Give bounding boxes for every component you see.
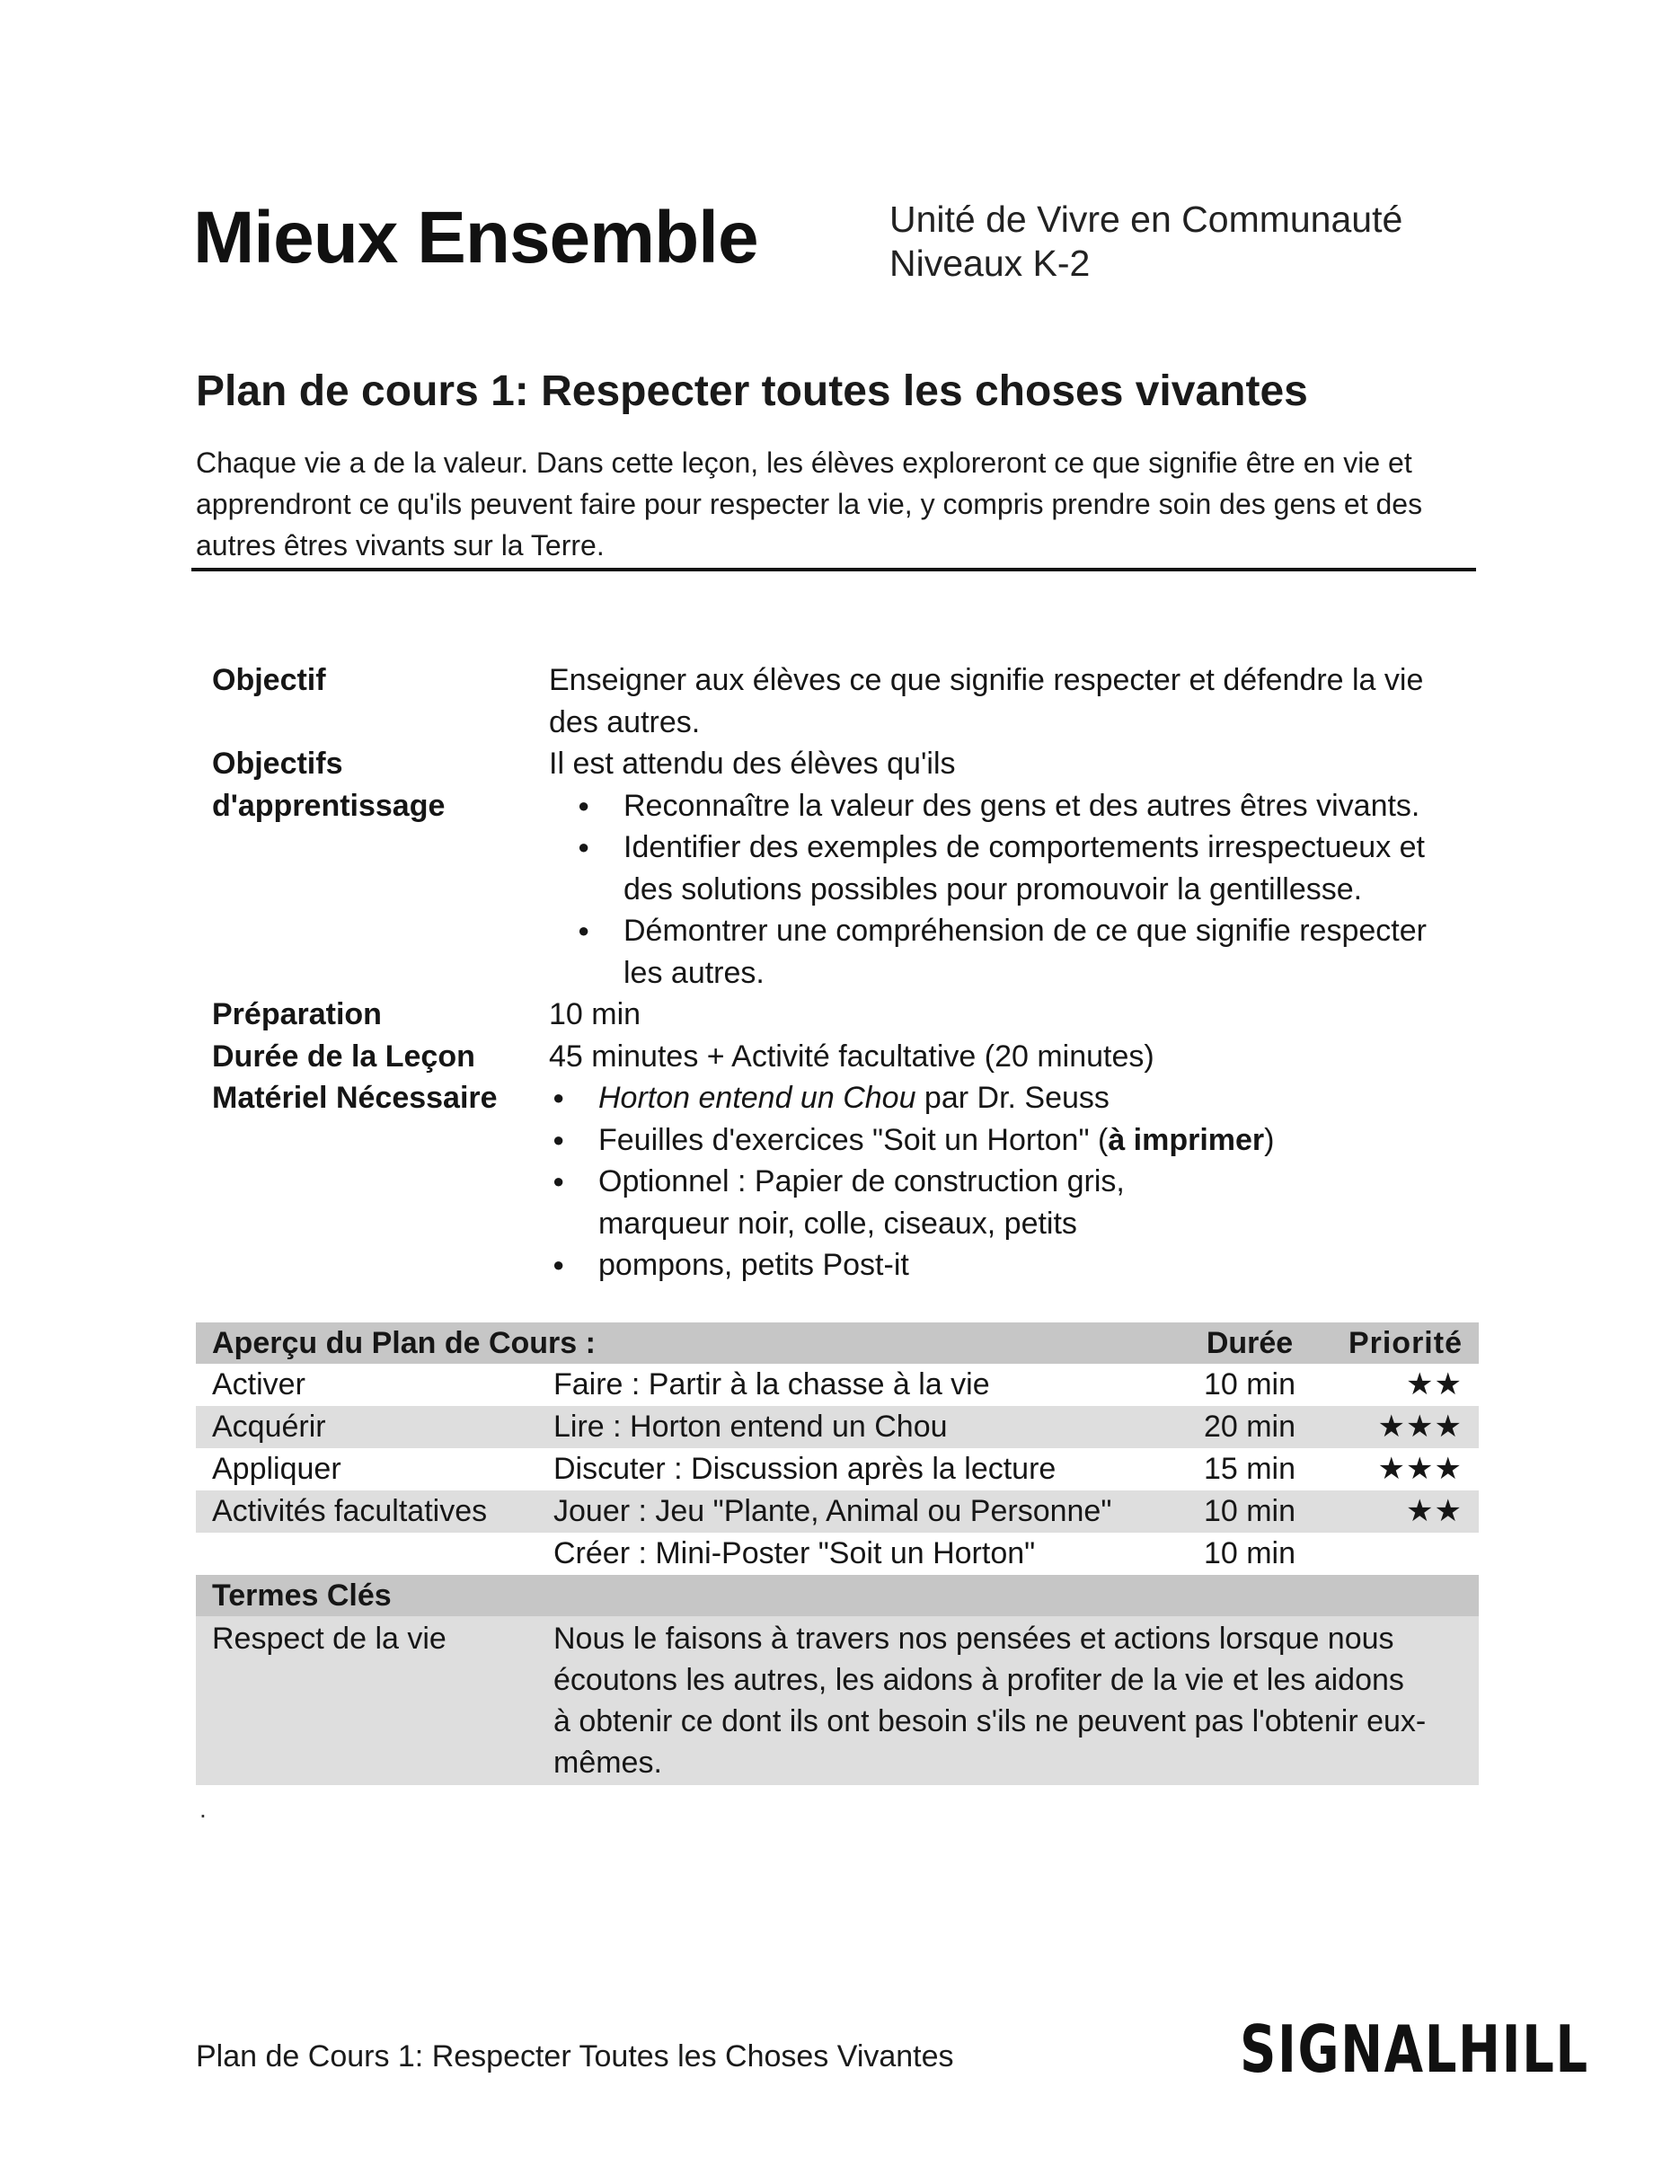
- objective-row: [212, 659, 1452, 743]
- lesson-intro: Chaque vie a de la valeur. Dans cette leçon, les élèves exploreront ce que signifie être en vie et apprendront ce qu'ils peuvent faire pour respecter la vie, y compris prendre soin des gens et des autres êtres vivants sur la Terre.: [196, 447, 1423, 561]
- list-item: ● Identifier des exemples de comportements irrespectueux et des solutions possibles pour promouvoir la gentillesse.: [549, 827, 1452, 910]
- brand-title: Mieux Ensemble: [193, 197, 758, 279]
- unit-info: [889, 198, 1402, 286]
- duration-value: 45 minutes + Activité facultative (20 minutes): [549, 1039, 1154, 1074]
- phase-cell: [212, 1533, 553, 1575]
- signalhill-logo: SIGNALHILL: [1240, 2012, 1589, 2087]
- preparation-row: [212, 994, 1452, 1036]
- divider-rule: [191, 568, 1476, 571]
- stray-dot: .: [199, 1795, 207, 1823]
- objective-value: Enseigner aux élèves ce que signifie respecter et défendre la vie des autres.: [549, 663, 1424, 739]
- list-item: ● pompons, petits Post-it: [549, 1244, 1452, 1287]
- priority-stars: [1317, 1533, 1463, 1575]
- optional-line2: marqueur noir, colle, ciseaux, petits: [598, 1206, 1077, 1241]
- duration-cell: 10 min: [1203, 1536, 1296, 1570]
- worksheet-text: Feuilles d'exercices "Soit un Horton" (: [598, 1122, 1109, 1157]
- materials-value: [549, 1077, 1452, 1287]
- preparation-value: 10 min: [549, 997, 641, 1031]
- phase-cell: Appliquer: [212, 1452, 341, 1486]
- objective-label: Objectif: [212, 663, 326, 697]
- materials-list: [549, 1077, 1452, 1287]
- table-row: [196, 1490, 1479, 1533]
- term-name: Respect de la vie: [212, 1622, 447, 1656]
- list-item: [549, 1161, 1452, 1244]
- table-row: [196, 1406, 1479, 1448]
- key-terms-label: Termes Clés: [212, 1578, 392, 1613]
- duration-cell: 15 min: [1203, 1452, 1296, 1486]
- duration-header: Durée: [1206, 1326, 1294, 1360]
- list-item: [549, 1077, 1452, 1119]
- materials-row: [212, 1077, 1452, 1287]
- activity-cell: Faire : Partir à la chasse à la vie: [553, 1367, 990, 1401]
- print-note: à imprimer: [1108, 1122, 1265, 1157]
- lesson-info: [212, 659, 1452, 1287]
- key-term-row: [196, 1616, 1479, 1785]
- activity-cell: Lire : Horton entend un Chou: [553, 1410, 948, 1444]
- duration-cell: 10 min: [1203, 1367, 1296, 1401]
- list-item: [549, 1119, 1452, 1162]
- footer-text: Plan de Cours 1: Respecter Toutes les Choses Vivantes: [196, 2039, 954, 2073]
- priority-header: Priorité: [1348, 1326, 1463, 1360]
- book-author: par Dr. Seuss: [915, 1081, 1110, 1115]
- overview-header-label: Aperçu du Plan de Cours :: [212, 1326, 596, 1360]
- priority-stars: ★★★: [1377, 1452, 1463, 1486]
- duration-row: [212, 1036, 1452, 1078]
- duration-cell: 20 min: [1203, 1410, 1296, 1444]
- phase-cell: Activer: [212, 1367, 305, 1401]
- activity-cell: Discuter : Discussion après la lecture: [553, 1452, 1057, 1486]
- learning-objectives-label: [212, 743, 549, 994]
- list-item: ● Reconnaître la valeur des gens et des autres êtres vivants.: [549, 785, 1452, 827]
- book-title: Horton entend un Chou: [598, 1081, 916, 1115]
- table-row: [196, 1533, 1479, 1575]
- learning-objectives-row: [212, 743, 1452, 994]
- learning-objectives-label-line1: Objectifs: [212, 747, 343, 781]
- activity-cell: Jouer : Jeu "Plante, Animal ou Personne": [553, 1494, 1112, 1528]
- duration-label: Durée de la Leçon: [212, 1039, 475, 1074]
- overview-header: [196, 1322, 1479, 1364]
- table-row: [196, 1364, 1479, 1406]
- overview-table: [196, 1322, 1479, 1785]
- duration-cell: 10 min: [1203, 1494, 1296, 1528]
- optional-line1: ● Optionnel : Papier de construction gris,: [598, 1164, 1125, 1198]
- lesson-title: Plan de cours 1: Respecter toutes les choses vivantes: [196, 367, 1308, 415]
- priority-stars: ★★: [1406, 1367, 1463, 1401]
- phase-cell: Acquérir: [212, 1410, 326, 1444]
- grade-level: Niveaux K-2: [889, 243, 1091, 284]
- table-row: [196, 1448, 1479, 1490]
- activity-cell: Créer : Mini-Poster "Soit un Horton": [553, 1536, 1036, 1570]
- learning-objectives-intro: Il est attendu des élèves qu'ils: [549, 747, 956, 781]
- priority-stars: ★★: [1406, 1494, 1463, 1528]
- learning-objectives-list: [549, 785, 1452, 995]
- materials-label: Matériel Nécessaire: [212, 1081, 498, 1115]
- unit-name: Unité de Vivre en Communauté: [889, 199, 1403, 240]
- learning-objectives-label-line2: d'apprentissage: [212, 788, 446, 823]
- phase-cell: Activités facultatives: [212, 1494, 488, 1528]
- priority-stars: ★★★: [1377, 1410, 1463, 1444]
- key-terms-header: [196, 1575, 1479, 1616]
- worksheet-close: ): [1264, 1122, 1275, 1157]
- learning-objectives-value: [549, 743, 1452, 994]
- preparation-label: Préparation: [212, 997, 382, 1031]
- term-definition: Nous le faisons à travers nos pensées et actions lorsque nous écoutons les autres, les aidons à profiter de la vie et les aidons à obtenir ce dont ils ont besoin s'ils ne peuvent pas l'obtenir eux-mêmes.: [553, 1622, 1427, 1780]
- list-item: ● Démontrer une compréhension de ce que signifie respecter les autres.: [549, 910, 1452, 994]
